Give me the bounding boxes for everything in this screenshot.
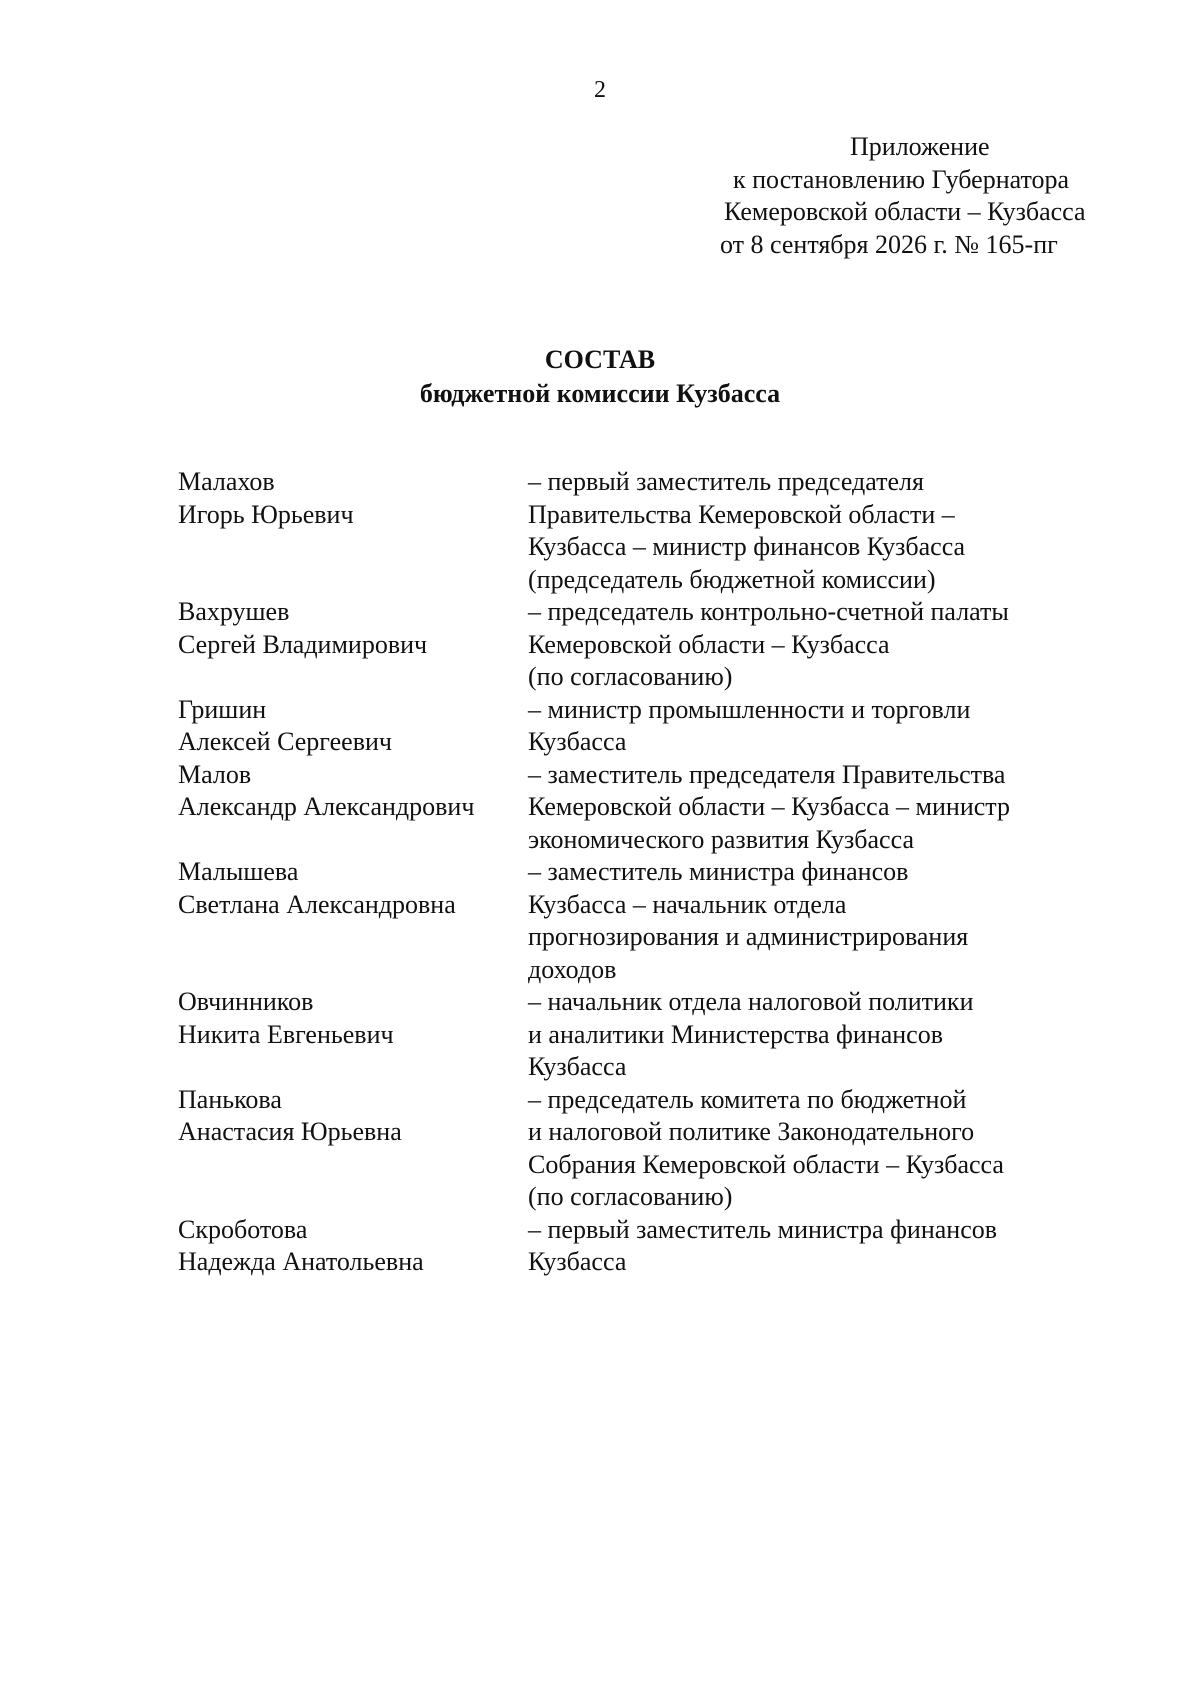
members-list <box>178 466 1138 1279</box>
member-name <box>178 1214 528 1279</box>
role-line: – председатель контрольно-счетной палаты <box>528 597 1009 626</box>
member-name <box>178 759 528 824</box>
member-role <box>528 986 1138 1084</box>
role-line: Собрания Кемеровской области – Кузбасса <box>528 1149 1004 1179</box>
role-line: Кузбасса – начальник отдела <box>528 889 847 919</box>
member-surname: Вахрушев <box>178 597 290 626</box>
document-title <box>0 343 1200 411</box>
role-line: Правительства Кемеровской области – <box>528 499 955 529</box>
member-given-name: Надежда Анатольевна <box>178 1247 424 1276</box>
member-role <box>528 1214 1138 1279</box>
member-row <box>178 759 1138 857</box>
member-given-name: Игорь Юрьевич <box>178 499 354 529</box>
title-line-2: бюджетной комиссии Кузбасса <box>419 379 781 408</box>
member-role <box>528 759 1138 857</box>
member-row <box>178 596 1138 694</box>
member-surname: Скроботова <box>178 1214 308 1244</box>
role-line: Кемеровской области – Кузбасса <box>528 629 890 659</box>
member-given-name: Никита Евгеньевич <box>178 1019 394 1049</box>
appendix-header <box>700 131 1160 261</box>
member-surname: Гришин <box>178 694 267 724</box>
member-name <box>178 596 528 661</box>
member-surname: Малахов <box>178 467 275 496</box>
appendix-line: от 8 сентября 2026 г. № 165-пг <box>720 229 1058 259</box>
role-line: – министр промышленности и торговли <box>528 694 971 724</box>
member-role <box>528 856 1138 986</box>
member-name <box>178 1084 528 1149</box>
member-row <box>178 466 1138 596</box>
role-line: Кузбасса <box>528 1247 627 1276</box>
role-line: – первый заместитель министра финансов <box>528 1214 998 1244</box>
appendix-line: Приложение <box>850 132 990 161</box>
role-line: – председатель комитета по бюджетной <box>528 1084 967 1114</box>
member-name <box>178 466 528 531</box>
member-row <box>178 986 1138 1084</box>
role-line: – заместитель министра финансов <box>528 857 909 886</box>
member-surname: Панькова <box>178 1084 282 1114</box>
member-given-name: Светлана Александровна <box>178 889 456 919</box>
member-given-name: Сергей Владимирович <box>178 629 428 659</box>
role-line: Кузбасса – министр финансов Кузбасса <box>528 532 966 561</box>
member-row <box>178 694 1138 759</box>
role-line: – первый заместитель председателя <box>528 467 924 496</box>
member-name <box>178 986 528 1051</box>
appendix-line: к постановлению Губернатора <box>733 164 1070 194</box>
member-role <box>528 694 1138 759</box>
role-line: – заместитель председателя Правительства <box>528 759 1006 789</box>
member-given-name: Анастасия Юрьевна <box>178 1117 402 1146</box>
page-number: 2 <box>594 77 606 103</box>
appendix-line: Кемеровской области – Кузбасса <box>724 197 1086 226</box>
member-surname: Малов <box>178 759 252 789</box>
role-line: доходов <box>528 954 617 984</box>
role-line: (по согласованию) <box>528 1182 733 1211</box>
member-row <box>178 1214 1138 1279</box>
member-role <box>528 1084 1138 1214</box>
member-name <box>178 856 528 921</box>
role-line: и налоговой политике Законодательного <box>528 1117 975 1146</box>
role-line: (по согласованию) <box>528 662 733 691</box>
member-surname: Малышева <box>178 857 299 886</box>
role-line: Кемеровской области – Кузбасса – министр <box>528 792 1010 821</box>
member-surname: Овчинников <box>178 987 314 1016</box>
role-line: – начальник отдела налоговой политики <box>528 987 974 1016</box>
member-given-name: Александр Александрович <box>178 792 475 821</box>
member-name <box>178 694 528 759</box>
role-line: (председатель бюджетной комиссии) <box>528 564 936 594</box>
member-row <box>178 1084 1138 1214</box>
title-line-1: СОСТАВ <box>544 345 656 374</box>
member-given-name: Алексей Сергеевич <box>178 727 392 756</box>
member-row <box>178 856 1138 986</box>
role-line: прогнозирования и администрирования <box>528 922 969 951</box>
role-line: и аналитики Министерства финансов <box>528 1019 943 1049</box>
member-role <box>528 596 1138 694</box>
role-line: Кузбасса <box>528 727 627 756</box>
role-line: Кузбасса <box>528 1052 627 1081</box>
member-role <box>528 466 1138 596</box>
role-line: экономического развития Кузбасса <box>528 824 914 854</box>
